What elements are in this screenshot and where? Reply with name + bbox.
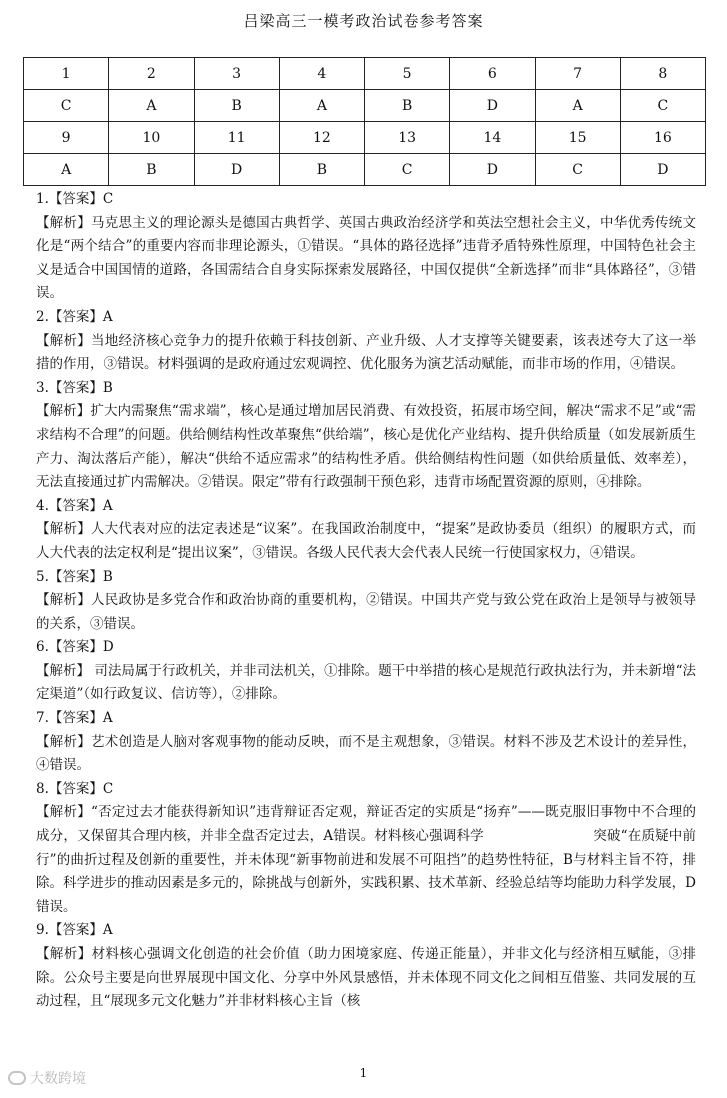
analysis-paragraph: 【解析】扩大内需聚焦“需求端”，核心是通过增加居民消费、有效投资，拓展市场空间，解决“需求不足”或“需求结构不合理”的问题。供给侧结构性改革聚焦“供给端”，核心是优化产业结构、提升供给质量（如发展新质生产力、淘汰落后产能），解决“供给不适应需求”的结构性矛盾。供给侧结构性问题（如供给质量低、效率差），无法直接通过扩内需解决。②错误。限定”带有行政强制干预色彩，违背市场配置资源的原则，④排除。: [36, 403, 696, 491]
table-cell: B: [279, 154, 364, 186]
answer-line: 4.【答案】A: [36, 497, 113, 514]
table-cell: 6: [450, 58, 535, 90]
table-row: [24, 122, 706, 154]
analysis-paragraph: 【解析】人民政协是多党合作和政治协商的重要机构，②错误。中国共产党与致公党在政治上是领导与被领导的关系，③错误。: [36, 592, 696, 632]
watermark: [8, 1068, 86, 1088]
watermark-logo-icon: [8, 1071, 26, 1085]
answer-line: 3.【答案】B: [36, 379, 113, 396]
answer-line: 7.【答案】A: [36, 710, 113, 727]
table-cell: C: [24, 90, 109, 122]
table-cell: 13: [365, 122, 450, 154]
table-cell: C: [535, 154, 620, 186]
table-cell: 15: [535, 122, 620, 154]
table-cell: 11: [194, 122, 279, 154]
answer-line: 8.【答案】C: [36, 780, 114, 797]
table-cell: 3: [194, 58, 279, 90]
table-cell: 10: [109, 122, 194, 154]
table-cell: B: [109, 154, 194, 186]
analysis-paragraph: 【解析】艺术创造是人脑对客观事物的能动反映，而不是主观想象，③错误。材料不涉及艺术设计的差异性，④错误。: [36, 733, 696, 774]
table-cell: B: [194, 90, 279, 122]
table-cell: B: [365, 90, 450, 122]
table-cell: 5: [365, 58, 450, 90]
table-cell: C: [365, 154, 450, 186]
answer-line: 9.【答案】A: [36, 922, 113, 939]
table-cell: 14: [450, 122, 535, 154]
table-cell: D: [450, 154, 535, 186]
answer-table: [23, 57, 706, 186]
analysis-paragraph: 【解析】 司法局属于行政机关，并非司法机关，①排除。题干中举措的核心是规范行政执法行为，并未新增“法定渠道”（如行政复议、信访等），②排除。: [36, 662, 696, 703]
table-cell: D: [620, 154, 705, 186]
table-cell: A: [109, 90, 194, 122]
analysis-paragraph: 【解析】马克思主义的理论源头是德国古典哲学、英国古典政治经济学和英法空想社会主义，中华优秀传统文化是“两个结合”的重要内容而非理论源头，①错误。“具体的路径选择”违背矛盾特殊性原理，中国特色社会主义是适合中国国情的道路，各国需结合自身实际探索发展路径，中国仅提供“全新选择”而非“具体路径”，③错误。: [36, 214, 696, 302]
table-cell: 8: [620, 58, 705, 90]
table-cell: 12: [279, 122, 364, 154]
table-row: [24, 154, 706, 186]
table-row: [24, 58, 706, 90]
answer-content: [36, 188, 696, 1014]
page-title: 吕梁高三一模考政治试卷参考答案: [243, 12, 484, 30]
table-cell: A: [535, 90, 620, 122]
table-cell: 1: [24, 58, 109, 90]
table-cell: A: [279, 90, 364, 122]
table-cell: A: [24, 154, 109, 186]
table-cell: D: [194, 154, 279, 186]
table-cell: 4: [279, 58, 364, 90]
table-cell: C: [620, 90, 705, 122]
answer-line: 5.【答案】B: [36, 568, 113, 585]
answer-line: 6.【答案】D: [36, 639, 114, 656]
analysis-paragraph: 【解析】当地经济核心竞争力的提升依赖于科技创新、产业升级、人才支撑等关键要素，该表述夸大了这一举措的作用，③错误。材料强调的是政府通过宏观调控、优化服务为演艺活动赋能，而非市场的作用，④错误。: [36, 332, 696, 373]
table-cell: 2: [109, 58, 194, 90]
analysis-paragraph: 【解析】材料核心强调文化创造的社会价值（助力困境家庭、传递正能量），并非文化与经济相互赋能，③排除。公众号主要是向世界展现中国文化、分享中外风景感悟，并未体现不同文化之间相互借鉴、共同发展的互动过程，且“展现多元文化魅力”并非材料核心主旨（核: [36, 946, 696, 1010]
table-cell: 7: [535, 58, 620, 90]
table-cell: D: [450, 90, 535, 122]
analysis-paragraph: 【解析】“否定过去才能获得新知识”违背辩证否定观，辩证否定的实质是“扬弃”——既克服旧事物中不合理的成分，又保留其合理内核，并非全盘否定过去，A错误。材料核心强调科学 突破“在质疑中前行”的曲折过程及创新的重要性，并未体现“新事物前进和发展不可阻挡”的趋势性特征，B与材料主旨不符，排除。科学进步的推动因素是多元的，除挑战与创新外，实践积累、技术革新、经验总结等均能助力科学发展，D错误。: [36, 804, 696, 915]
table-row: [24, 90, 706, 122]
answer-line: 2.【答案】A: [36, 308, 113, 325]
answer-line: 1.【答案】C: [36, 191, 114, 207]
table-cell: 16: [620, 122, 705, 154]
page-number: 1: [359, 1066, 368, 1080]
analysis-paragraph: 【解析】人大代表对应的法定表述是“议案”。在我国政治制度中，“提案”是政协委员（组织）的履职方式，而人大代表的法定权利是“提出议案”，③错误。各级人民代表大会代表人民统一行使国家权力，④错误。: [36, 521, 696, 561]
table-cell: 9: [24, 122, 109, 154]
watermark-text: 大数跨境: [30, 1071, 86, 1087]
